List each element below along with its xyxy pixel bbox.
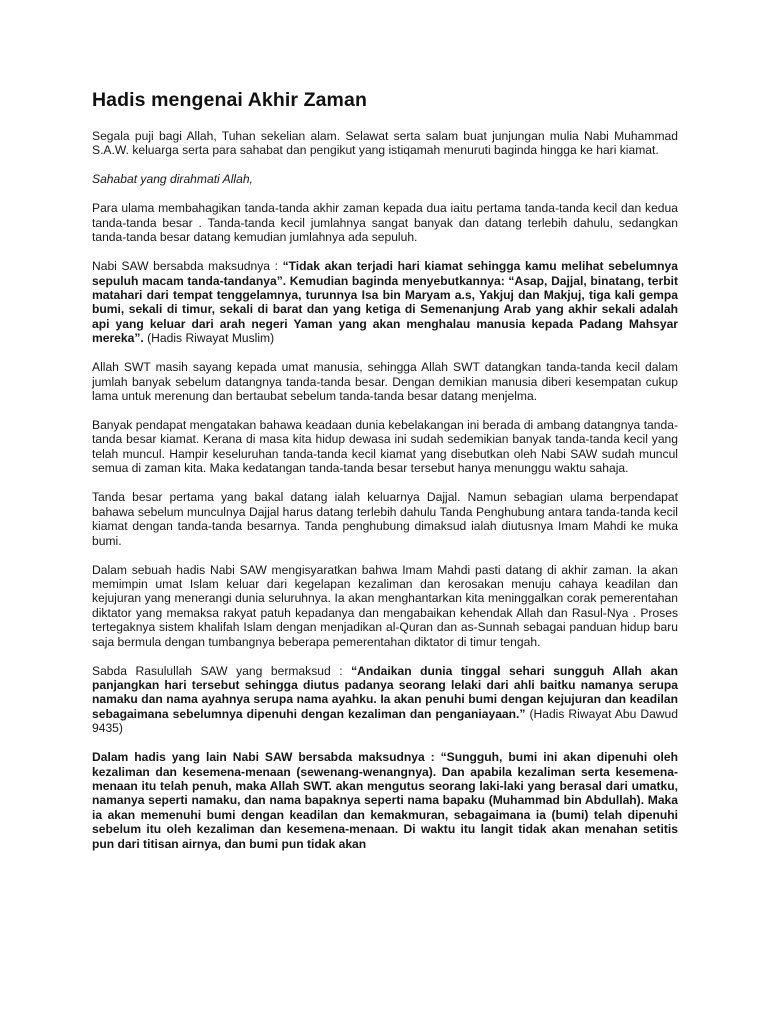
hadith-source: (Hadis Riwayat Muslim): [143, 331, 275, 346]
hadith-quote: “Tidak akan terjadi hari kiamat sehingga kamu melihat sebelumnya sepuluh macam tanda-tandanya”. Kemudian baginda menyebutkannya: “Asap, Dajjal, binatang, terbit matahari dari tempat tenggelamnya, turunnya Isa bin Maryam a.s, Yakjuj dan Makjuj, tiga kali gempa bumi, sekali di timur, sekali di barat dan yang ketiga di Semenanjung Arab yang akhir sekali adalah api yang keluar dari arah negeri Yaman yang akan menghalau manusia kepada Padang Mahsyar mereka”.: [92, 259, 679, 346]
document-page: [92, 88, 678, 866]
paragraph-opening: Segala puji bagi Allah, Tuhan sekelian alam. Selawat serta salam buat junjungan mulia Nabi Muhammad S.A.W. keluarga serta para sahabat dan pengikut yang istiqamah menuruti baginda hingga ke hari kiamat.: [92, 129, 678, 158]
paragraph-hadith-other: [92, 750, 678, 851]
hadith-quote: “Andaikan dunia tinggal sehari sungguh Allah akan panjangkan hari tersebut sehingga diutus padanya seorang lelaki dari ahli baitku namanya serupa namaku dan nama ayahnya serupa nama ayahku. Ia akan penuhi bumi dengan kejujuran dan keadilan sebagaimana sebelumnya dipenuhi dengan kezaliman dan penganiayaan.”: [92, 663, 678, 721]
hadith-intro: Dalam hadis yang lain Nabi SAW bersabda maksudnya :: [92, 750, 441, 765]
paragraph-hadith-ten-signs: [92, 259, 678, 345]
paragraph-imam-mahdi: Dalam sebuah hadis Nabi SAW mengisyaratkan bahwa Imam Mahdi pasti datang di akhir zaman. Ia akan memimpin umat Islam keluar dari kegelapan kezaliman dan kerosakan menuju cahaya keadilan dan kejujuran yang menerangi dunia seluruhnya. Ia akan menghantarkan kita meninggalkan corak pemerentahan diktator yang memaksa rakyat patuh kepadanya dan mengabaikan kehendak Allah dan Rasul-Nya . Proses tertegaknya sistem khalifah Islam dengan menjadikan al-Quran dan as-Sunnah sebagai panduan hidup baru saja bermula dengan tumbangnya beberapa pemerentahan diktator di timur tengah.: [92, 562, 678, 649]
hadith-intro: Nabi SAW bersabda maksudnya :: [92, 259, 283, 274]
paragraph-greeting: Sahabat yang dirahmati Allah,: [92, 172, 253, 187]
hadith-intro: Sabda Rasulullah SAW yang bermaksud :: [92, 663, 352, 678]
paragraph-hadith-abu-dawud: [92, 664, 678, 736]
hadith-quote: “Sungguh, bumi ini akan dipenuhi oleh kezaliman dan kesemena-menaan (sewenang-wenangnya). Dan apabila kezaliman serta kesemena-menaan itu telah penuh, maka Allah SWT. akan mengutus seorang laki-laki yang berasal dari umatku, namanya seperti namaku, dan nama bapaknya seperti nama bapaku (Muhammad bin Abdullah). Maka ia akan memenuhi bumi dengan keadilan dan kemakmuran, sebagaimana ia (bumi) telah dipenuhi sebelum itu oleh kezaliman dan kesemena-menaan. Di waktu itu langit tidak akan menahan setitis pun dari titisan airnya, dan bumi pun tidak akan: [92, 750, 678, 851]
page-title: Hadis mengenai Akhir Zaman: [92, 89, 367, 111]
paragraph-first-major-sign: Tanda besar pertama yang bakal datang ialah keluarnya Dajjal. Namun sebagian ulama berpendapat bahawa sebelum munculnya Dajjal harus datang terlebih dahulu Tanda Penghubung antara tanda-tanda kecil kiamat dengan tanda-tanda besarnya. Tanda penghubung dimaksud ialah diutusnya Imam Mahdi ke muka bumi.: [92, 490, 678, 548]
paragraph-current-world: Banyak pendapat mengatakan bahawa keadaan dunia kebelakangan ini berada di ambang datangnya tanda-tanda besar kiamat. Kerana di masa kita hidup dewasa ini sudah sedemikian banyak tanda-tanda kecil yang telah muncul. Hampir keseluruhan tanda-tanda kecil kiamat yang disebutkan oleh Nabi SAW sudah muncul semua di zaman kita. Maka kedatangan tanda-tanda besar tersebut hanya menunggu waktu sahaja.: [92, 418, 678, 476]
hadith-source: (Hadis Riwayat Abu Dawud 9435): [92, 706, 678, 736]
paragraph-signs-division: Para ulama membahagikan tanda-tanda akhir zaman kepada dua iaitu pertama tanda-tanda kecil dan kedua tanda-tanda besar . Tanda-tanda kecil jumlahnya sangat banyak dan datang terlebih dahulu, sedangkan tanda-tanda besar datang kemudian jumlahnya ada sepuluh.: [92, 201, 678, 245]
paragraph-allah-mercy: Allah SWT masih sayang kepada umat manusia, sehingga Allah SWT datangkan tanda-tanda kecil dalam jumlah banyak sebelum datangnya tanda-tanda besar. Dengan demikian manusia diberi kesempatan cukup lama untuk merenung dan bertaubat sebelum tanda-tanda besar datang menjelma.: [92, 360, 678, 404]
